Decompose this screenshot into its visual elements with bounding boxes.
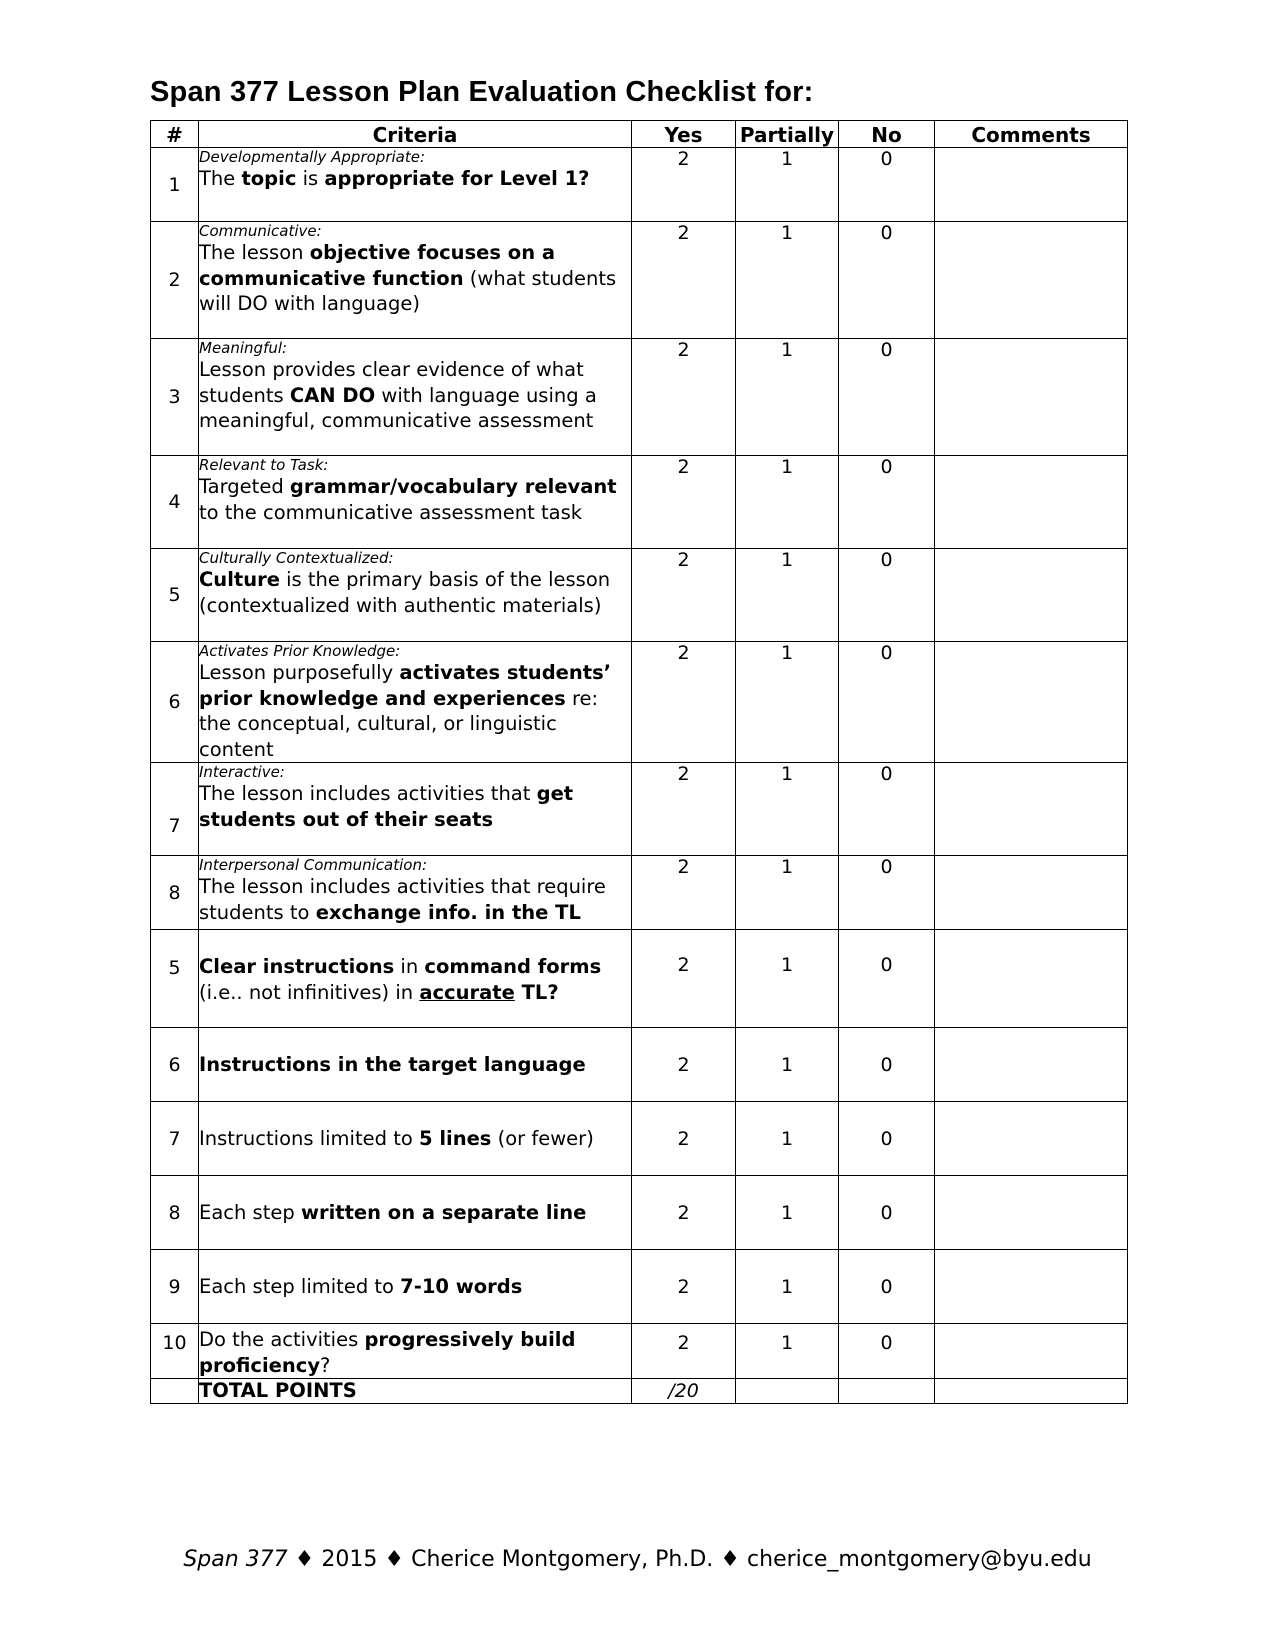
score-partially[interactable]: 1 xyxy=(736,549,839,642)
column-header-partially: Partially xyxy=(736,121,839,148)
column-header-yes: Yes xyxy=(632,121,736,148)
comments-cell[interactable] xyxy=(935,1028,1128,1102)
criteria-cell xyxy=(199,763,632,856)
comments-cell[interactable] xyxy=(935,642,1128,763)
comments-cell[interactable] xyxy=(935,549,1128,642)
score-partially[interactable]: 1 xyxy=(736,930,839,1028)
comments-cell[interactable] xyxy=(935,339,1128,456)
score-yes[interactable]: 2 xyxy=(632,456,736,549)
comments-cell[interactable] xyxy=(935,1324,1128,1379)
total-comments-cell xyxy=(935,1379,1128,1404)
score-partially[interactable]: 1 xyxy=(736,1102,839,1176)
score-no[interactable]: 0 xyxy=(839,1176,935,1250)
row-number: 7 xyxy=(151,763,199,856)
criteria-cell xyxy=(199,339,632,456)
score-partially[interactable]: 1 xyxy=(736,456,839,549)
comments-cell[interactable] xyxy=(935,930,1128,1028)
score-yes[interactable]: 2 xyxy=(632,148,736,222)
criteria-text: Each step written on a separate line xyxy=(199,1200,587,1224)
table-row xyxy=(151,1324,1128,1379)
row-number: 3 xyxy=(151,339,199,456)
criteria-category: Communicative: xyxy=(199,222,322,240)
score-partially[interactable]: 1 xyxy=(736,856,839,930)
total-number-cell xyxy=(151,1379,199,1404)
table-row xyxy=(151,222,1128,339)
score-partially[interactable]: 1 xyxy=(736,1324,839,1379)
column-header-comments: Comments xyxy=(935,121,1128,148)
comments-cell[interactable] xyxy=(935,1250,1128,1324)
table-row xyxy=(151,549,1128,642)
footer-separator: ♦ xyxy=(713,1547,748,1572)
criteria-category: Activates Prior Knowledge: xyxy=(199,642,401,660)
comments-cell[interactable] xyxy=(935,148,1128,222)
column-header-criteria: Criteria xyxy=(199,121,632,148)
row-number: 10 xyxy=(151,1324,199,1379)
column-header-no: No xyxy=(839,121,935,148)
score-no[interactable]: 0 xyxy=(839,642,935,763)
score-partially[interactable]: 1 xyxy=(736,1028,839,1102)
total-row xyxy=(151,1379,1128,1404)
row-number: 4 xyxy=(151,456,199,549)
row-number: 5 xyxy=(151,549,199,642)
score-yes[interactable]: 2 xyxy=(632,549,736,642)
column-header-number: # xyxy=(151,121,199,148)
header-row xyxy=(151,121,1128,148)
criteria-text: Do the activities progressively build proficiency? xyxy=(199,1328,576,1377)
criteria-cell xyxy=(199,1102,632,1176)
score-no[interactable]: 0 xyxy=(839,856,935,930)
criteria-cell xyxy=(199,930,632,1028)
score-yes[interactable]: 2 xyxy=(632,1102,736,1176)
row-number: 8 xyxy=(151,1176,199,1250)
criteria-cell xyxy=(199,222,632,339)
score-yes[interactable]: 2 xyxy=(632,339,736,456)
row-number: 8 xyxy=(151,856,199,930)
criteria-text: Instructions limited to 5 lines (or fewer) xyxy=(199,1126,594,1150)
criteria-cell xyxy=(199,1176,632,1250)
checklist-body xyxy=(151,148,1128,1404)
table-row xyxy=(151,148,1128,222)
footer-email: cherice_montgomery@byu.edu xyxy=(747,1547,1092,1572)
comments-cell[interactable] xyxy=(935,222,1128,339)
score-no[interactable]: 0 xyxy=(839,148,935,222)
score-no[interactable]: 0 xyxy=(839,1028,935,1102)
score-partially[interactable]: 1 xyxy=(736,148,839,222)
criteria-cell xyxy=(199,1250,632,1324)
score-yes[interactable]: 2 xyxy=(632,1028,736,1102)
score-no[interactable]: 0 xyxy=(839,456,935,549)
criteria-category: Interactive: xyxy=(199,763,285,781)
score-partially[interactable]: 1 xyxy=(736,642,839,763)
criteria-cell xyxy=(199,148,632,222)
footer-separator: ♦ xyxy=(287,1547,322,1572)
score-yes[interactable]: 2 xyxy=(632,1250,736,1324)
criteria-text: Targeted grammar/vocabulary relevant to the communicative assessment task xyxy=(199,475,617,524)
criteria-text: Clear instructions in command forms (i.e.. not infinitives) in accurate TL? xyxy=(199,955,602,1004)
criteria-cell xyxy=(199,549,632,642)
comments-cell[interactable] xyxy=(935,1176,1128,1250)
criteria-text: Each step limited to 7-10 words xyxy=(199,1274,523,1298)
criteria-category: Meaningful: xyxy=(199,339,288,357)
criteria-text: Lesson provides clear evidence of what students CAN DO with language using a meaningful, communicative assessment xyxy=(199,358,597,432)
table-row xyxy=(151,456,1128,549)
table-row xyxy=(151,930,1128,1028)
score-no[interactable]: 0 xyxy=(839,339,935,456)
score-no[interactable]: 0 xyxy=(839,222,935,339)
table-row xyxy=(151,339,1128,456)
criteria-cell xyxy=(199,456,632,549)
criteria-text: The lesson includes activities that require students to exchange info. in the TL xyxy=(199,875,606,924)
table-row xyxy=(151,1250,1128,1324)
footer-year: 2015 xyxy=(321,1547,378,1572)
total-value: /20 xyxy=(668,1380,699,1402)
row-number: 9 xyxy=(151,1250,199,1324)
criteria-cell xyxy=(199,1324,632,1379)
total-value-cell xyxy=(632,1379,736,1404)
score-yes[interactable]: 2 xyxy=(632,763,736,856)
row-number: 2 xyxy=(151,222,199,339)
score-partially[interactable]: 1 xyxy=(736,1176,839,1250)
criteria-category: Culturally Contextualized: xyxy=(199,549,394,567)
score-partially[interactable]: 1 xyxy=(736,222,839,339)
score-yes[interactable]: 2 xyxy=(632,1324,736,1379)
page-footer xyxy=(0,1547,1275,1572)
footer-author: Cherice Montgomery, Ph.D. xyxy=(411,1547,714,1572)
footer-course: Span 377 xyxy=(183,1547,288,1572)
row-number: 6 xyxy=(151,1028,199,1102)
comments-cell[interactable] xyxy=(935,763,1128,856)
score-partially[interactable]: 1 xyxy=(736,763,839,856)
evaluation-checklist-table xyxy=(150,120,1128,1404)
total-no-cell xyxy=(839,1379,935,1404)
criteria-category: Developmentally Appropriate: xyxy=(199,148,426,166)
score-yes[interactable]: 2 xyxy=(632,930,736,1028)
score-no[interactable]: 0 xyxy=(839,1250,935,1324)
row-number: 6 xyxy=(151,642,199,763)
criteria-text: The lesson includes activities that get students out of their seats xyxy=(199,782,574,831)
criteria-category: Interpersonal Communication: xyxy=(199,856,428,874)
row-number: 1 xyxy=(151,148,199,222)
criteria-cell xyxy=(199,1028,632,1102)
total-label-cell xyxy=(199,1379,632,1404)
score-yes[interactable]: 2 xyxy=(632,1176,736,1250)
table-row xyxy=(151,1176,1128,1250)
score-no[interactable]: 0 xyxy=(839,1102,935,1176)
comments-cell[interactable] xyxy=(935,456,1128,549)
table-row xyxy=(151,1102,1128,1176)
score-no[interactable]: 0 xyxy=(839,1324,935,1379)
total-label: TOTAL POINTS xyxy=(199,1379,357,1402)
criteria-cell xyxy=(199,642,632,763)
criteria-text: Instructions in the target language xyxy=(199,1052,586,1076)
score-yes[interactable]: 2 xyxy=(632,642,736,763)
total-partially-cell xyxy=(736,1379,839,1404)
table-row xyxy=(151,642,1128,763)
score-yes[interactable]: 2 xyxy=(632,222,736,339)
criteria-text: Culture is the primary basis of the lesson (contextualized with authentic materials) xyxy=(199,568,611,617)
page-title: Span 377 Lesson Plan Evaluation Checklist for: xyxy=(150,76,814,108)
score-partially[interactable]: 1 xyxy=(736,339,839,456)
score-no[interactable]: 0 xyxy=(839,763,935,856)
comments-cell[interactable] xyxy=(935,856,1128,930)
table-row xyxy=(151,856,1128,930)
criteria-text: The lesson objective focuses on a communicative function (what students will DO with language) xyxy=(199,241,617,315)
table-row xyxy=(151,1028,1128,1102)
row-number: 7 xyxy=(151,1102,199,1176)
score-no[interactable]: 0 xyxy=(839,930,935,1028)
comments-cell[interactable] xyxy=(935,1102,1128,1176)
criteria-category: Relevant to Task: xyxy=(199,456,329,474)
criteria-cell xyxy=(199,856,632,930)
criteria-text: Lesson purposefully activates students’ prior knowledge and experiences re: the conceptual, cultural, or linguistic content xyxy=(199,661,612,761)
table-row xyxy=(151,763,1128,856)
row-number: 5 xyxy=(151,930,199,1028)
criteria-text: The topic is appropriate for Level 1? xyxy=(199,167,590,190)
footer-separator: ♦ xyxy=(377,1547,412,1572)
score-yes[interactable]: 2 xyxy=(632,856,736,930)
score-no[interactable]: 0 xyxy=(839,549,935,642)
score-partially[interactable]: 1 xyxy=(736,1250,839,1324)
